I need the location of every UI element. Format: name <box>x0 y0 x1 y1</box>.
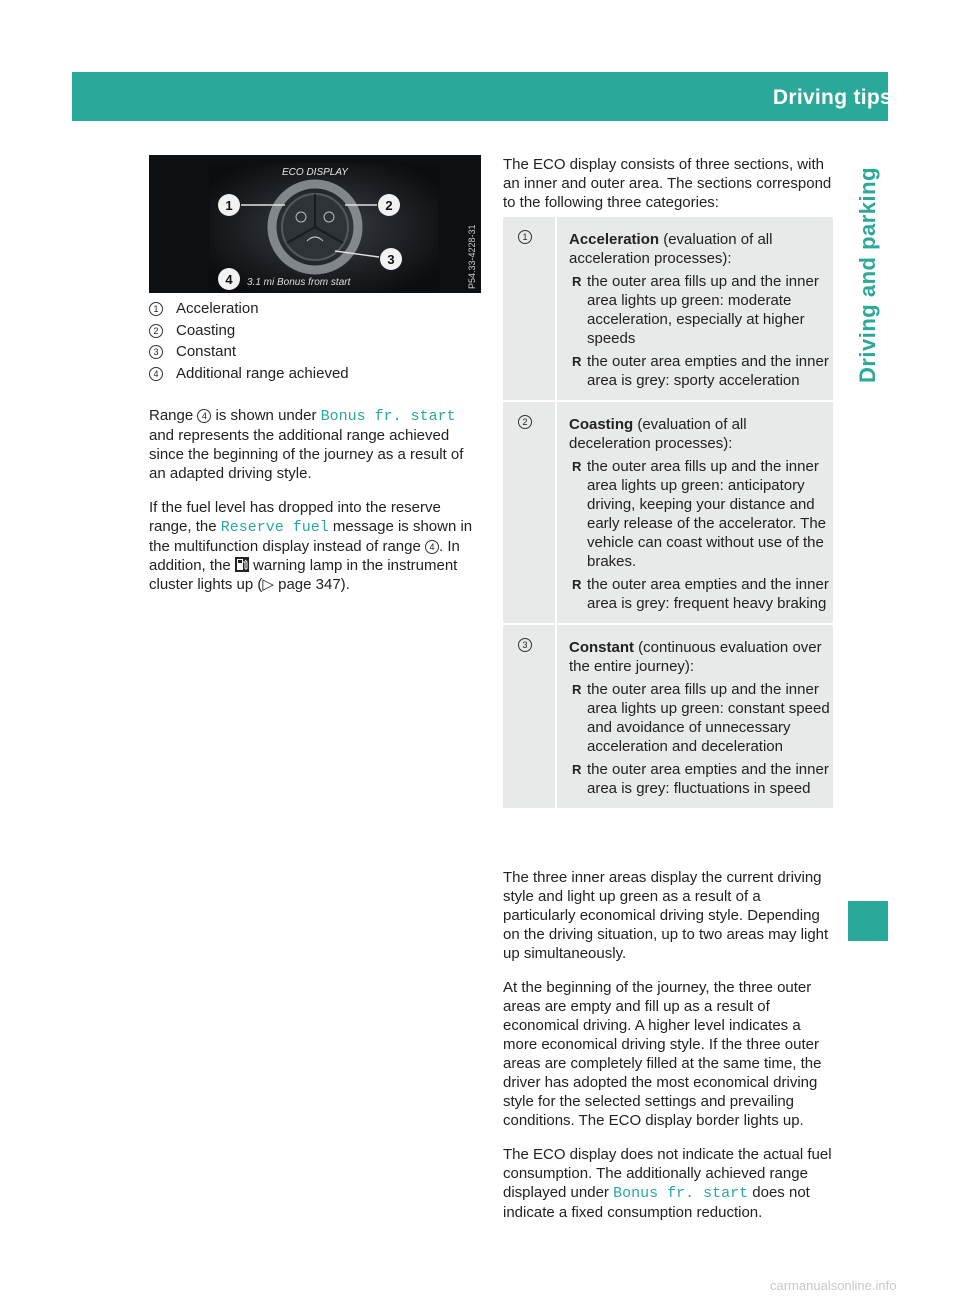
svg-text:4: 4 <box>225 272 233 287</box>
svg-text:1: 1 <box>225 198 233 213</box>
fuel-pump-icon <box>235 557 249 572</box>
eco-bonus-value: 3.1 mi <box>247 277 275 288</box>
body-paragraph: At the beginning of the journey, the three outer areas are empty and fill up as a result of economical driving. A higher level indicates a more economical driving style. If the three outer areas are completely filled at the same time, the driver has adopted the most economical driving style for the selected settings and prevailing conditions. The ECO display border lights up. <box>503 979 822 1129</box>
bullet-item: R the outer area fills up and the inner area lights up green: moderate acceleration, especially at higher speeds <box>572 273 819 347</box>
watermark: carmanualsonline.info <box>770 1278 897 1293</box>
chapter-label: Driving and parking <box>855 166 880 384</box>
header-divider <box>903 72 905 121</box>
table-row <box>503 402 833 623</box>
legend-item <box>149 322 489 344</box>
row-title: Coasting <box>569 416 634 433</box>
chapter-side-tab <box>848 130 888 1130</box>
page-header <box>72 72 945 121</box>
callout-ref: 4 <box>197 409 211 423</box>
bullet-item: R the outer area empties and the inner area is grey: fluctuations in speed <box>572 761 829 797</box>
bullet-item: R the outer area empties and the inner area is grey: sporty acceleration <box>572 353 829 389</box>
legend-label: Coasting <box>176 321 236 339</box>
legend-item <box>149 343 489 365</box>
figure-code: P54.33-4228-31 <box>467 224 477 289</box>
row-description: (evaluation of all deceleration processes): <box>569 416 747 452</box>
legend-label: Constant <box>176 343 237 360</box>
row-number: 2 <box>518 415 532 429</box>
legend-number: 1 <box>149 302 163 316</box>
table-row <box>503 217 833 400</box>
row-description: (evaluation of all acceleration processes): <box>569 231 773 267</box>
bullet-item: R the outer area fills up and the inner area lights up green: constant speed and avoidance of unnecessary acceleration and deceleration <box>572 681 830 755</box>
legend-item <box>149 300 489 322</box>
display-message-bonus: Bonus fr. start <box>613 1185 749 1202</box>
legend-label: Additional range achieved <box>176 364 349 382</box>
section-title: Driving tips <box>772 86 892 109</box>
figure-legend <box>149 300 489 386</box>
row-title: Constant <box>569 639 634 656</box>
eco-intro: The ECO display consists of three sections, with an inner and outer area. The sections correspond to the following three categories: <box>503 156 832 211</box>
row-title: Acceleration <box>569 231 660 248</box>
table-row <box>503 625 833 808</box>
reserve-paragraph: If the fuel level has dropped into the reserve range, the Reserve fuel message is shown in the multifunction display instead of range 4 . In addition, the warning lamp in the instrument cluster lights up (▷ page 347). <box>149 499 473 593</box>
body-paragraph: The ECO display does not indicate the actual fuel consumption. The additionally achieved range displayed under Bonus fr. start does not indicate a fixed consumption reduction. <box>503 1146 832 1221</box>
eco-screen-title: ECO DISPLAY <box>282 167 348 178</box>
eco-bonus-label: Bonus from start <box>277 277 351 288</box>
row-number: 1 <box>518 230 532 244</box>
eco-display-figure <box>149 155 481 293</box>
categories-table <box>503 217 833 810</box>
callout-1 <box>218 194 240 216</box>
bullet-item: R the outer area fills up and the inner area lights up green: anticipatory driving, keeping your distance and early release of the accelerator. The vehicle can coast without use of the brakes. <box>572 458 827 570</box>
svg-text:2: 2 <box>385 198 393 213</box>
bullet-item: R the outer area empties and the inner area is grey: frequent heavy braking <box>572 576 829 612</box>
left-body-text <box>149 391 482 609</box>
display-message-reserve: Reserve fuel <box>220 519 329 536</box>
svg-text:3: 3 <box>387 252 395 267</box>
range-paragraph: Range 4 is shown under Bonus fr. start and represents the additional range achieved since the beginning of the journey as a result of an adapted driving style. <box>149 407 464 482</box>
eco-display-illustration <box>149 155 481 293</box>
legend-label: Acceleration <box>176 300 259 317</box>
callout-4 <box>218 268 240 290</box>
legend-number: 4 <box>149 367 163 381</box>
callout-ref: 4 <box>425 540 439 554</box>
eco-gauge <box>272 184 358 270</box>
page-ref-arrow: ▷ <box>262 576 274 593</box>
row-description: (continuous evaluation over the entire journey): <box>569 639 822 675</box>
page-number: 195 <box>913 88 945 109</box>
legend-number: 3 <box>149 345 163 359</box>
right-body-text <box>503 853 835 1237</box>
legend-number: 2 <box>149 324 163 338</box>
body-paragraph: The three inner areas display the current driving style and light up green as a result of a particularly economical driving style. Depending on the driving situation, up to two areas may light up simultaneously. <box>503 869 829 962</box>
legend-item <box>149 365 489 387</box>
chapter-marker <box>848 901 888 941</box>
callout-2 <box>378 194 400 216</box>
row-number: 3 <box>518 638 532 652</box>
callout-3 <box>380 248 402 270</box>
display-message-bonus: Bonus fr. start <box>320 408 456 425</box>
